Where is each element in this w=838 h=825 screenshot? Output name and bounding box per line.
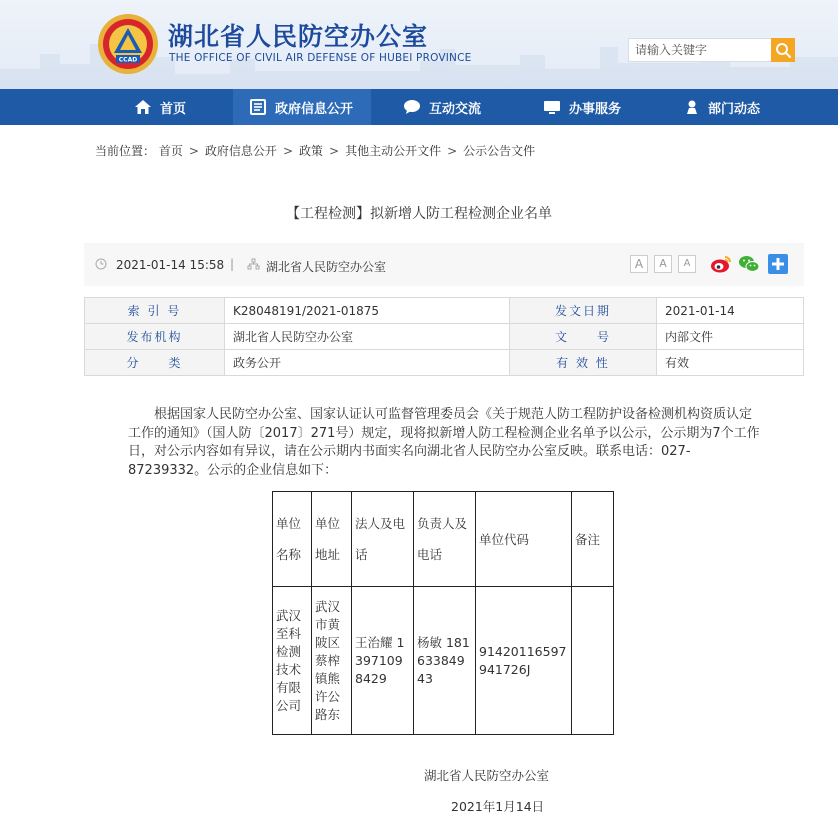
header-cell: 法人及电话 bbox=[352, 492, 414, 587]
site-subtitle: THE OFFICE OF CIVIL AIR DEFENSE OF HUBEI PROVINCE bbox=[169, 52, 472, 64]
font-large-button[interactable]: A bbox=[630, 255, 648, 273]
breadcrumb-separator: > bbox=[447, 144, 458, 158]
category-label: 分 类 bbox=[85, 350, 225, 376]
index-label: 索 引 号 bbox=[85, 298, 225, 324]
table-row bbox=[85, 350, 804, 376]
table-header-row bbox=[273, 492, 614, 587]
organization-icon bbox=[247, 258, 260, 270]
breadcrumb-separator: > bbox=[329, 144, 340, 158]
table-row bbox=[85, 324, 804, 350]
company-address-cell: 武汉市黄陂区蔡榨镇熊许公路东 bbox=[312, 587, 352, 735]
company-table bbox=[272, 491, 614, 735]
search-icon bbox=[771, 38, 795, 62]
signature-date: 2021年1月14日 bbox=[451, 799, 545, 814]
index-value: K28048191/2021-01875 bbox=[225, 298, 510, 324]
ccad-logo bbox=[97, 13, 159, 75]
nav-label: 办事服务 bbox=[569, 101, 622, 117]
clock-icon bbox=[95, 258, 107, 270]
breadcrumb bbox=[95, 142, 535, 159]
table-row bbox=[85, 298, 804, 324]
docno-value: 内部文件 bbox=[657, 324, 804, 350]
font-small-button[interactable]: A bbox=[678, 255, 696, 273]
nav-item-interaction[interactable] bbox=[403, 89, 481, 125]
wechat-icon[interactable] bbox=[738, 254, 760, 274]
document-info-table bbox=[84, 297, 804, 376]
org-value: 湖北省人民防空办公室 bbox=[225, 324, 510, 350]
table-row bbox=[273, 587, 614, 735]
weibo-icon[interactable] bbox=[710, 254, 732, 274]
breadcrumb-home[interactable]: 首页 bbox=[158, 144, 183, 158]
category-value: 政务公开 bbox=[225, 350, 510, 376]
search-button[interactable] bbox=[771, 38, 795, 62]
main-nav bbox=[0, 89, 838, 125]
article-title: 【工程检测】拟新增人防工程检测企业名单 bbox=[286, 206, 552, 222]
monitor-icon bbox=[543, 99, 561, 115]
nav-label: 首页 bbox=[160, 101, 187, 117]
font-medium-button[interactable]: A bbox=[654, 255, 672, 273]
nav-item-gov-info[interactable] bbox=[233, 89, 371, 125]
nav-item-services[interactable] bbox=[543, 89, 621, 125]
site-title: 湖北省人民防空办公室 bbox=[168, 22, 429, 51]
site-header bbox=[0, 0, 838, 89]
nav-item-news[interactable] bbox=[684, 89, 760, 125]
breadcrumb-separator: > bbox=[188, 144, 199, 158]
breadcrumb-gov-info[interactable]: 政府信息公开 bbox=[204, 144, 277, 158]
company-code-cell: 91420116597941726J bbox=[476, 587, 572, 735]
header-cell: 单位代码 bbox=[476, 492, 572, 587]
nav-label: 互动交流 bbox=[429, 101, 482, 117]
document-icon bbox=[249, 99, 267, 115]
logo-text: CCAD bbox=[118, 56, 138, 64]
nav-label: 政府信息公开 bbox=[275, 101, 354, 117]
search-input[interactable] bbox=[628, 38, 771, 62]
signature-org: 湖北省人民防空办公室 bbox=[424, 768, 550, 783]
remarks-cell bbox=[572, 587, 614, 735]
validity-value: 有效 bbox=[657, 350, 804, 376]
date-value: 2021-01-14 bbox=[657, 298, 804, 324]
meta-divider: | bbox=[230, 257, 235, 271]
publish-date: 2021-01-14 15:58 bbox=[116, 258, 225, 272]
validity-label: 有 效 性 bbox=[510, 350, 657, 376]
article-body: 根据国家人民防空办公室、国家认证认可监督管理委员会《关于规范人防工程防护设备检测机构资质认定工作的通知》（国人防〔2017〕271号）规定，现将拟新增人防工程检测企业名单予以公示，公示期为7个工作日，对公示内容如有异议，请在公示期内书面实名向湖北省人民防空办公室反映。联系电话：027-87239332。公示的企业信息如下： bbox=[128, 407, 760, 478]
header-cell: 单位地址 bbox=[312, 492, 352, 587]
date-label: 发文日期 bbox=[510, 298, 657, 324]
breadcrumb-prefix: 当前位置： bbox=[95, 144, 156, 158]
publish-source: 湖北省人民防空办公室 bbox=[266, 260, 387, 274]
legal-rep-cell: 王治耀 13971098429 bbox=[352, 587, 414, 735]
header-cell: 单位名称 bbox=[273, 492, 312, 587]
chat-icon bbox=[403, 99, 421, 115]
docno-label: 文 号 bbox=[510, 324, 657, 350]
company-name-cell: 武汉至科检测技术有限公司 bbox=[273, 587, 312, 735]
nav-label: 部门动态 bbox=[708, 101, 761, 117]
org-label: 发布机构 bbox=[85, 324, 225, 350]
breadcrumb-announcements[interactable]: 公示公告文件 bbox=[463, 144, 536, 158]
header-cell: 负责人及电话 bbox=[414, 492, 476, 587]
contact-person-cell: 杨敏 18163384943 bbox=[414, 587, 476, 735]
breadcrumb-policy[interactable]: 政策 bbox=[299, 144, 324, 158]
share-plus-icon[interactable] bbox=[767, 254, 789, 274]
breadcrumb-other-files[interactable]: 其他主动公开文件 bbox=[345, 144, 442, 158]
breadcrumb-separator: > bbox=[282, 144, 293, 158]
person-icon bbox=[684, 99, 700, 115]
nav-item-home[interactable] bbox=[134, 89, 186, 125]
home-icon bbox=[134, 99, 152, 115]
header-cell: 备注 bbox=[572, 492, 614, 587]
